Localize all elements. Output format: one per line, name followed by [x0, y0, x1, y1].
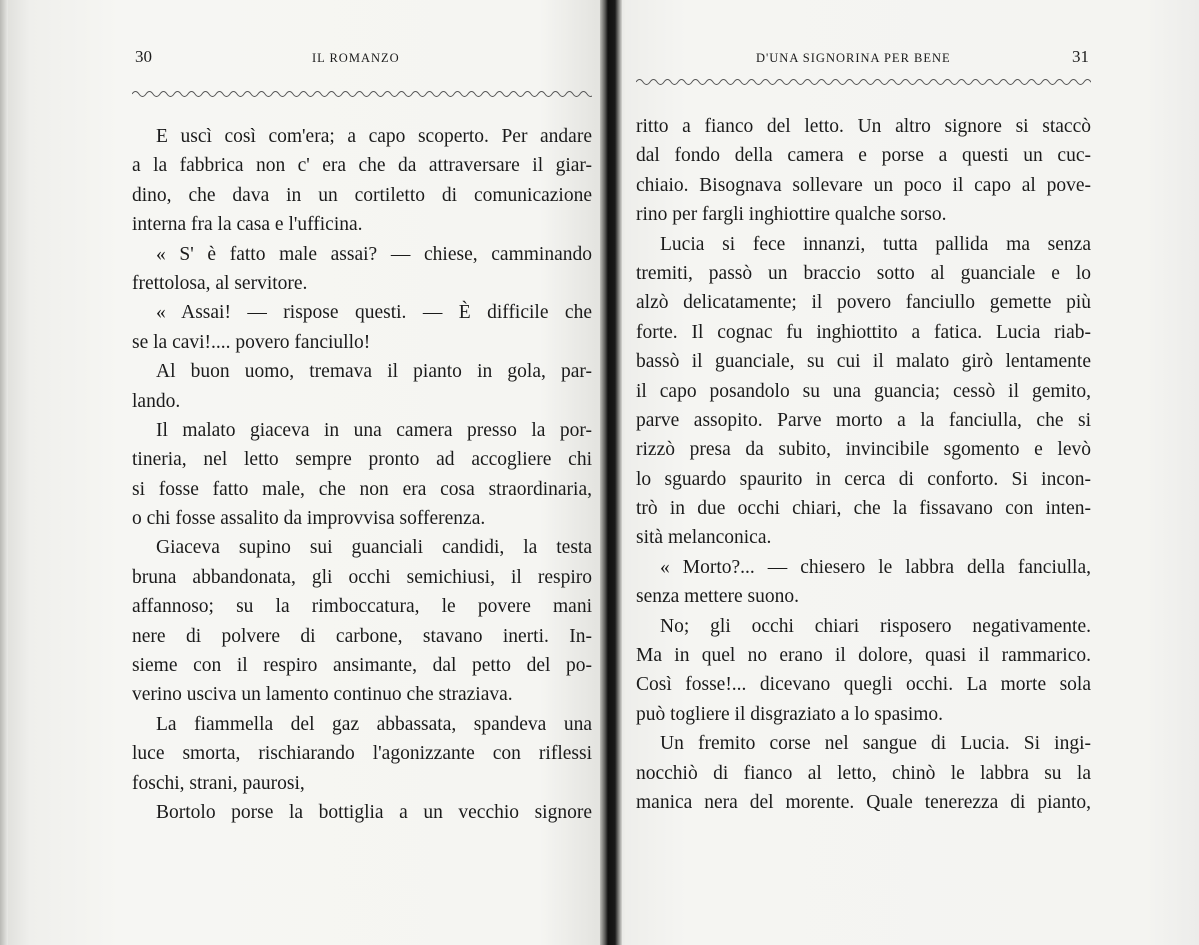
- left-page-number: 30: [135, 47, 152, 66]
- text-line: affannoso; su la rimboccatura, le povere mani: [132, 596, 592, 618]
- text-line: ritto a fianco del letto. Un altro signore si staccò: [636, 116, 1091, 137]
- text-line: foschi, strani, paurosi,: [132, 772, 305, 794]
- right-running-head: D'UNA SIGNORINA PER BENE: [756, 51, 951, 65]
- text-line: nere di polvere di carbone, stavano inerti. In-: [132, 625, 592, 647]
- left-wavy-rule: [132, 88, 592, 100]
- left-running-head: IL ROMANZO: [312, 51, 400, 65]
- right-page: [636, 0, 1091, 945]
- left-page: [132, 0, 592, 945]
- right-page-header: [636, 47, 1091, 71]
- text-line: tremiti, passò un braccio sotto al guanciale e lo: [636, 262, 1091, 284]
- text-line: sità melanconica.: [636, 527, 772, 549]
- text-line: luce smorta, rischiarando l'agonizzante con riflessi: [132, 743, 592, 765]
- text-line: chiaio. Bisognava sollevare un poco il capo al pove-: [636, 174, 1091, 196]
- text-line: Al buon uomo, tremava il pianto in gola, par-: [156, 361, 592, 383]
- text-line: verino usciva un lamento continuo che straziava.: [132, 684, 513, 706]
- text-line: manica nera del morente. Quale tenerezza di pianto,: [636, 791, 1091, 813]
- text-line: Bortolo porse la bottiglia a un vecchio signore: [156, 801, 592, 823]
- text-line: si fosse fatto male, che non era cosa straordinaria,: [132, 478, 592, 500]
- text-line: alzò delicatamente; il povero fanciullo gemette più: [636, 292, 1091, 314]
- text-line: può togliere il disgraziato a lo spasimo.: [636, 703, 944, 725]
- text-line: Così fosse!... dicevano quegli occhi. La morte sola: [636, 674, 1091, 696]
- book-gutter: [600, 0, 622, 945]
- text-line: tineria, nel letto sempre pronto ad accogliere chi: [132, 449, 592, 471]
- text-line: « S' è fatto male assai? — chiese, camminando: [156, 243, 592, 265]
- right-wavy-rule: [636, 76, 1091, 88]
- text-line: sieme con il respiro ansimante, dal petto del po-: [132, 655, 592, 677]
- text-line: senza mettere suono.: [636, 586, 799, 608]
- left-page-header: [132, 47, 592, 71]
- text-line: bruna abbandonata, gli occhi semichiusi, il respiro: [132, 566, 592, 588]
- text-line: frettolosa, al servitore.: [132, 272, 308, 294]
- text-line: « Morto?... — chiesero le labbra della fanciulla,: [660, 556, 1091, 578]
- text-line: parve assopito. Parve morto a la fanciulla, che si: [636, 409, 1091, 431]
- text-line: il capo posandolo su una guancia; cessò il gemito,: [636, 380, 1091, 402]
- text-line: Il malato giaceva in una camera presso la por-: [156, 419, 592, 441]
- text-line: dal fondo della camera e porse a questi un cuc-: [636, 145, 1091, 167]
- text-line: lando.: [132, 390, 181, 412]
- text-line: dino, che dava in un cortiletto di comunicazione: [132, 184, 592, 206]
- text-line: se la cavi!.... povero fanciullo!: [132, 331, 371, 353]
- text-line: E uscì così com'era; a capo scoperto. Per andare: [156, 126, 592, 147]
- text-line: a la fabbrica non c' era che da attraversare il giar-: [132, 155, 592, 177]
- text-line: nocchiò di fianco al letto, chinò le labbra su la: [636, 762, 1091, 784]
- text-line: bassò il guanciale, su cui il malato girò lentamente: [636, 351, 1091, 373]
- right-page-number: 31: [1072, 47, 1089, 66]
- text-line: trò in due occhi chiari, che la fissavano con inten-: [636, 498, 1091, 520]
- text-line: « Assai! — rispose questi. — È difficile che: [156, 302, 592, 324]
- text-line: Un fremito corse nel sangue di Lucia. Si ingi-: [660, 733, 1091, 755]
- text-line: No; gli occhi chiari risposero negativamente.: [660, 615, 1091, 637]
- text-line: lo sguardo spaurito in cerca di conforto. Si incon-: [636, 468, 1091, 490]
- text-line: Giaceva supino sui guanciali candidi, la testa: [156, 537, 592, 559]
- text-line: rizzò presa da subito, invincibile sgomento e levò: [636, 439, 1091, 461]
- text-line: rino per fargli inghiottire qualche sorso.: [636, 204, 947, 226]
- right-page-text: [636, 112, 1091, 817]
- text-line: Lucia si fece innanzi, tutta pallida ma senza: [660, 233, 1091, 255]
- left-page-text: [132, 122, 592, 827]
- text-line: o chi fosse assalito da improvvisa sofferenza.: [132, 508, 486, 530]
- text-line: forte. Il cognac fu inghiottito a fatica. Lucia riab-: [636, 321, 1091, 343]
- text-line: Ma in quel no erano il dolore, quasi il rammarico.: [636, 645, 1091, 667]
- page-edge: [0, 0, 8, 945]
- text-line: La fiammella del gaz abbassata, spandeva una: [156, 713, 592, 735]
- text-line: interna fra la casa e l'ufficina.: [132, 214, 363, 236]
